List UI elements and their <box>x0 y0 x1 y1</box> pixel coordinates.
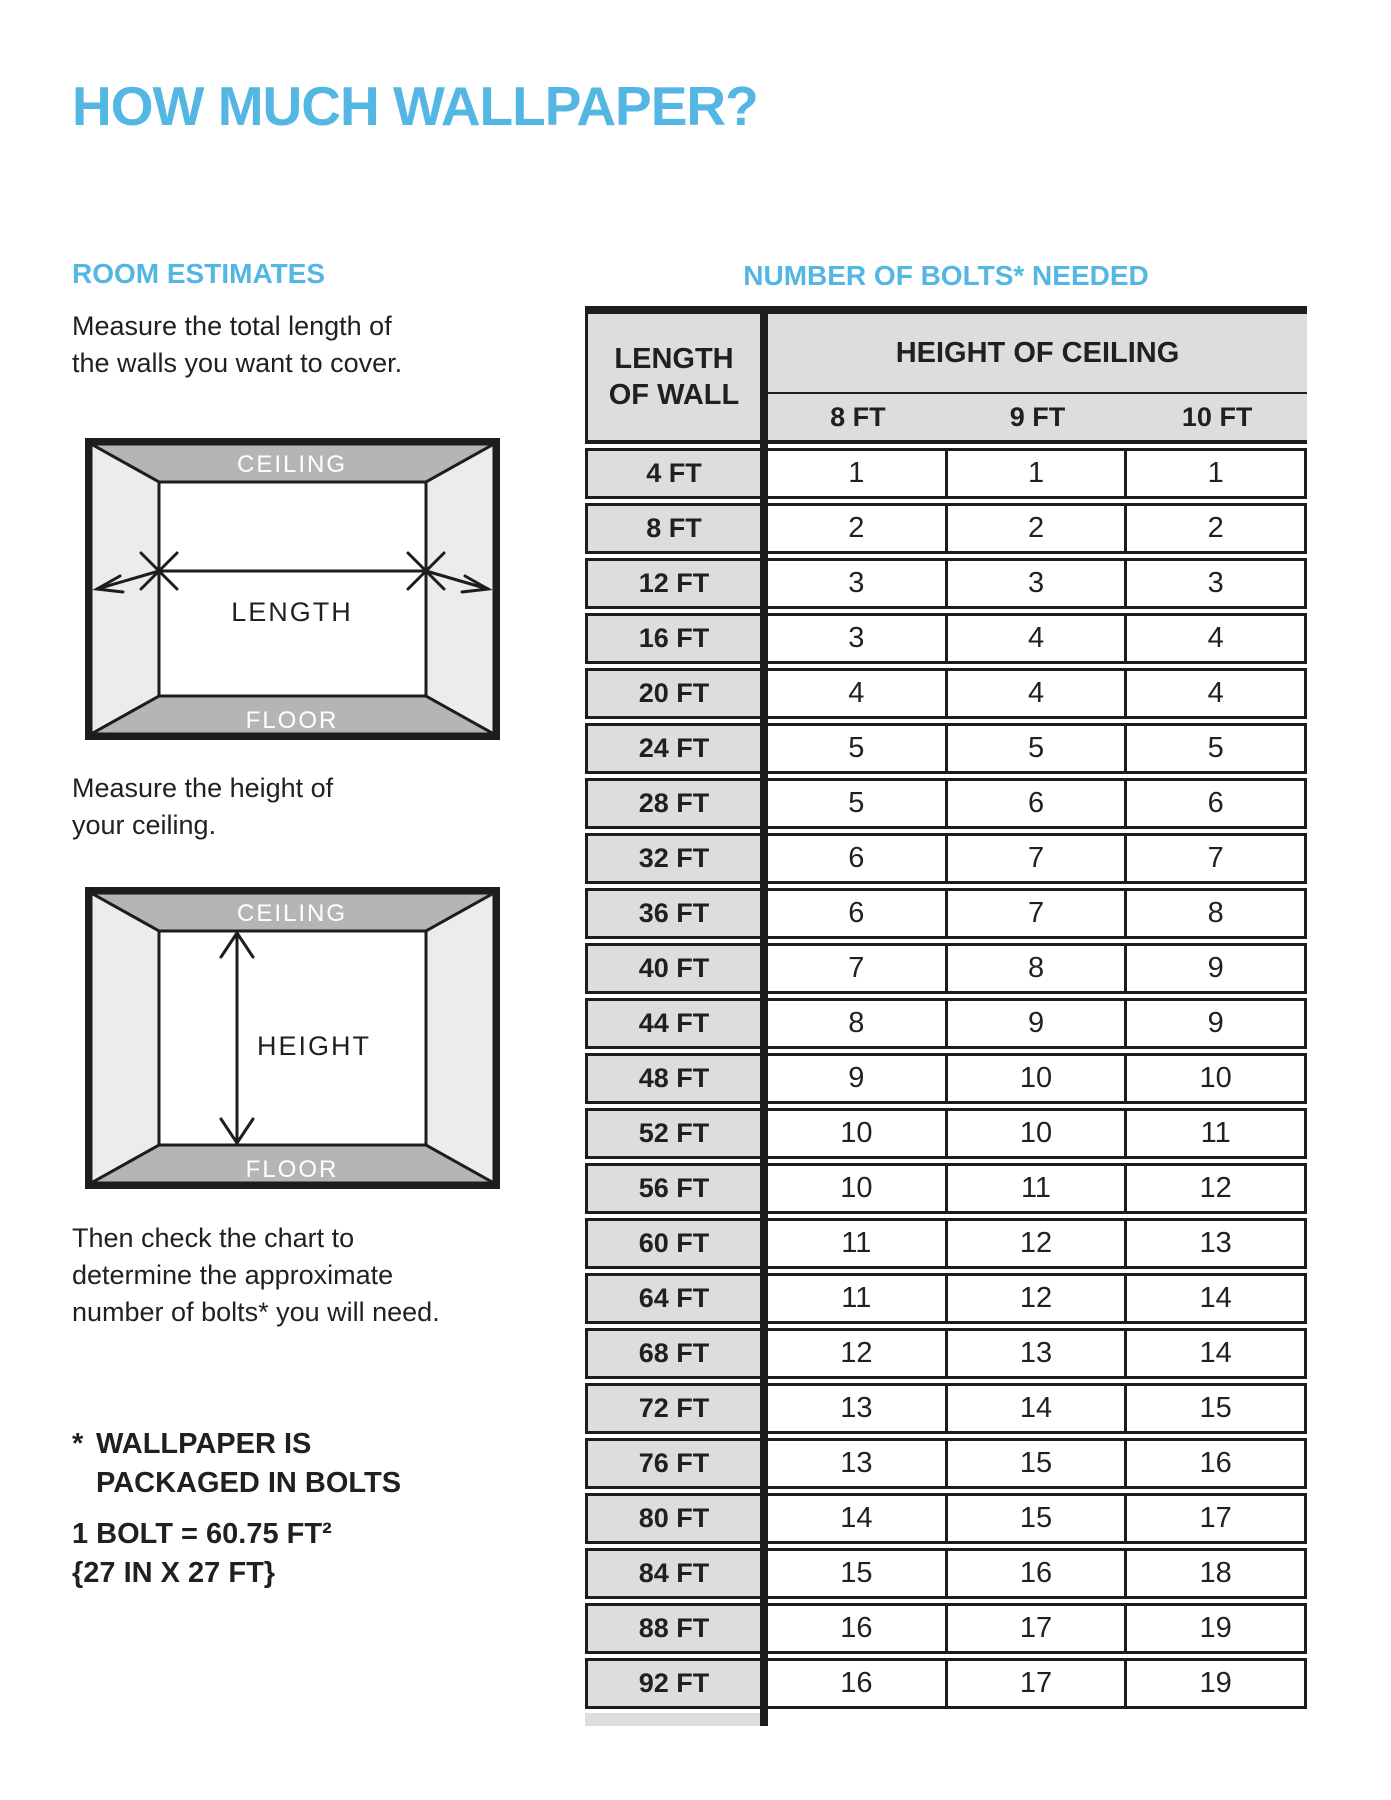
instruction-line: your ceiling. <box>72 810 217 840</box>
ceiling-label: CEILING <box>236 900 348 927</box>
cell-9ft: 16 <box>948 1548 1128 1599</box>
row-label: 88 FT <box>585 1603 760 1654</box>
cell-8ft: 10 <box>768 1108 948 1159</box>
table-row <box>585 833 1307 884</box>
row-label: 80 FT <box>585 1493 760 1544</box>
table-row <box>585 448 1307 499</box>
length-label: LENGTH <box>231 597 353 627</box>
group-header-height-of-ceiling: HEIGHT OF CEILING <box>768 314 1307 394</box>
cell-10ft: 15 <box>1127 1383 1307 1434</box>
cell-10ft: 14 <box>1127 1328 1307 1379</box>
cell-10ft: 3 <box>1127 558 1307 609</box>
footnote-line: WALLPAPER IS <box>96 1428 312 1460</box>
table-row <box>585 723 1307 774</box>
table-row <box>585 668 1307 719</box>
ceiling-column-headers <box>768 394 1307 440</box>
cell-8ft: 2 <box>768 503 948 554</box>
column-header-9ft: 9 FT <box>1009 401 1066 432</box>
row-label: 36 FT <box>585 888 760 939</box>
cell-9ft: 4 <box>948 613 1128 664</box>
column-header-8ft: 8 FT <box>830 401 886 432</box>
row-label: 24 FT <box>585 723 760 774</box>
cell-8ft: 6 <box>768 888 948 939</box>
header-ceiling-group <box>768 314 1307 444</box>
instruction-measure-length <box>72 308 402 382</box>
row-label: 64 FT <box>585 1273 760 1324</box>
cell-9ft: 1 <box>948 448 1128 499</box>
cell-9ft: 7 <box>948 833 1128 884</box>
table-row <box>585 1218 1307 1269</box>
header-line: OF WALL <box>608 379 740 411</box>
row-label: 72 FT <box>585 1383 760 1434</box>
cell-10ft: 5 <box>1127 723 1307 774</box>
table-top-border <box>585 306 1307 314</box>
table-row <box>585 1328 1307 1379</box>
footnote-line: PACKAGED IN BOLTS <box>96 1467 402 1499</box>
cell-10ft: 13 <box>1127 1218 1307 1269</box>
table-row <box>585 778 1307 829</box>
row-label: 76 FT <box>585 1438 760 1489</box>
cell-8ft: 8 <box>768 998 948 1049</box>
cell-8ft: 9 <box>768 1053 948 1104</box>
back-wall <box>159 482 426 696</box>
cell-9ft: 11 <box>948 1163 1128 1214</box>
row-label: 44 FT <box>585 998 760 1049</box>
header-line: LENGTH <box>614 343 734 375</box>
cell-9ft: 13 <box>948 1328 1128 1379</box>
cell-9ft: 14 <box>948 1383 1128 1434</box>
row-label: 40 FT <box>585 943 760 994</box>
cell-8ft: 11 <box>768 1218 948 1269</box>
table-row <box>585 1053 1307 1104</box>
table-row <box>585 943 1307 994</box>
cell-9ft: 4 <box>948 668 1128 719</box>
row-label: 12 FT <box>585 558 760 609</box>
asterisk: * <box>72 1428 84 1460</box>
cell-8ft: 11 <box>768 1273 948 1324</box>
instruction-line: the walls you want to cover. <box>72 348 403 378</box>
row-label: 52 FT <box>585 1108 760 1159</box>
cell-9ft: 5 <box>948 723 1128 774</box>
row-label: 84 FT <box>585 1548 760 1599</box>
cell-9ft: 9 <box>948 998 1128 1049</box>
row-label: 92 FT <box>585 1658 760 1709</box>
cell-10ft: 17 <box>1127 1493 1307 1544</box>
table-row <box>585 1273 1307 1324</box>
cell-8ft: 13 <box>768 1383 948 1434</box>
instruction-check-chart <box>72 1220 440 1331</box>
row-label: 4 FT <box>585 448 760 499</box>
cell-9ft: 6 <box>948 778 1128 829</box>
row-label: 60 FT <box>585 1218 760 1269</box>
right-wall <box>426 893 494 1183</box>
row-label: 16 FT <box>585 613 760 664</box>
page-title: HOW MUCH WALLPAPER? <box>72 75 758 137</box>
floor-label: FLOOR <box>245 707 339 734</box>
bolt-equation: 1 BOLT = 60.75 FT² <box>72 1518 332 1550</box>
table-vertical-divider <box>760 306 768 1726</box>
cell-8ft: 4 <box>768 668 948 719</box>
row-label: 68 FT <box>585 1328 760 1379</box>
cell-9ft: 12 <box>948 1273 1128 1324</box>
cell-9ft: 3 <box>948 558 1128 609</box>
bolts-footnote <box>72 1425 401 1503</box>
row-label: 28 FT <box>585 778 760 829</box>
cell-10ft: 16 <box>1127 1438 1307 1489</box>
cell-9ft: 12 <box>948 1218 1128 1269</box>
column-header-10ft: 10 FT <box>1181 401 1253 432</box>
table-row <box>585 1658 1307 1709</box>
cell-8ft: 3 <box>768 613 948 664</box>
cell-10ft: 4 <box>1127 668 1307 719</box>
table-row <box>585 613 1307 664</box>
row-label: 20 FT <box>585 668 760 719</box>
height-label: HEIGHT <box>257 1031 372 1061</box>
cell-8ft: 5 <box>768 778 948 829</box>
cell-10ft: 19 <box>1127 1658 1307 1709</box>
cell-10ft: 9 <box>1127 943 1307 994</box>
instruction-line: Measure the total length of <box>72 311 392 341</box>
row-label: 32 FT <box>585 833 760 884</box>
cell-8ft: 1 <box>768 448 948 499</box>
cell-10ft: 6 <box>1127 778 1307 829</box>
table-body <box>585 448 1307 1709</box>
cell-9ft: 10 <box>948 1053 1128 1104</box>
cell-10ft: 10 <box>1127 1053 1307 1104</box>
table-cutoff-row-stub <box>585 1713 760 1726</box>
instruction-measure-height <box>72 770 333 844</box>
cell-8ft: 3 <box>768 558 948 609</box>
instruction-line: determine the approximate <box>72 1260 394 1290</box>
cell-10ft: 11 <box>1127 1108 1307 1159</box>
table-row <box>585 503 1307 554</box>
cell-9ft: 8 <box>948 943 1128 994</box>
table-row <box>585 1108 1307 1159</box>
cell-10ft: 18 <box>1127 1548 1307 1599</box>
cell-8ft: 13 <box>768 1438 948 1489</box>
bolt-size-info <box>72 1515 332 1593</box>
cell-9ft: 15 <box>948 1438 1128 1489</box>
section-heading-room-estimates: ROOM ESTIMATES <box>72 258 326 289</box>
cell-9ft: 15 <box>948 1493 1128 1544</box>
table-row <box>585 1383 1307 1434</box>
cell-8ft: 16 <box>768 1658 948 1709</box>
left-wall <box>91 893 159 1183</box>
ceiling-label: CEILING <box>236 451 348 478</box>
instruction-line: Measure the height of <box>72 773 334 803</box>
cell-9ft: 7 <box>948 888 1128 939</box>
table-row <box>585 1603 1307 1654</box>
cell-10ft: 12 <box>1127 1163 1307 1214</box>
table-row <box>585 1493 1307 1544</box>
cell-10ft: 14 <box>1127 1273 1307 1324</box>
row-label: 8 FT <box>585 503 760 554</box>
cell-10ft: 8 <box>1127 888 1307 939</box>
cell-10ft: 9 <box>1127 998 1307 1049</box>
table-row <box>585 888 1307 939</box>
table-row <box>585 1163 1307 1214</box>
row-label: 56 FT <box>585 1163 760 1214</box>
table-heading: NUMBER OF BOLTS* NEEDED <box>743 260 1149 291</box>
room-length-diagram <box>85 438 500 740</box>
floor-label: FLOOR <box>245 1156 339 1183</box>
room-height-diagram <box>85 887 500 1189</box>
table-row <box>585 558 1307 609</box>
cell-9ft: 17 <box>948 1658 1128 1709</box>
bolt-dimensions: {27 IN X 27 FT} <box>72 1557 276 1589</box>
table-row <box>585 998 1307 1049</box>
table-row <box>585 1438 1307 1489</box>
cell-8ft: 6 <box>768 833 948 884</box>
cell-10ft: 7 <box>1127 833 1307 884</box>
cell-10ft: 1 <box>1127 448 1307 499</box>
cell-8ft: 16 <box>768 1603 948 1654</box>
instruction-line: Then check the chart to <box>72 1223 355 1253</box>
cell-9ft: 10 <box>948 1108 1128 1159</box>
instruction-line: number of bolts* you will need. <box>72 1297 440 1327</box>
cell-9ft: 17 <box>948 1603 1128 1654</box>
column-header-length-of-wall <box>585 314 760 444</box>
cell-10ft: 19 <box>1127 1603 1307 1654</box>
cell-8ft: 15 <box>768 1548 948 1599</box>
cell-8ft: 10 <box>768 1163 948 1214</box>
table-row <box>585 1548 1307 1599</box>
cell-9ft: 2 <box>948 503 1128 554</box>
cell-8ft: 12 <box>768 1328 948 1379</box>
cell-8ft: 14 <box>768 1493 948 1544</box>
bolts-table <box>585 306 1307 1726</box>
cell-8ft: 5 <box>768 723 948 774</box>
table-header <box>585 314 1307 444</box>
cell-10ft: 4 <box>1127 613 1307 664</box>
cell-10ft: 2 <box>1127 503 1307 554</box>
cell-8ft: 7 <box>768 943 948 994</box>
row-label: 48 FT <box>585 1053 760 1104</box>
